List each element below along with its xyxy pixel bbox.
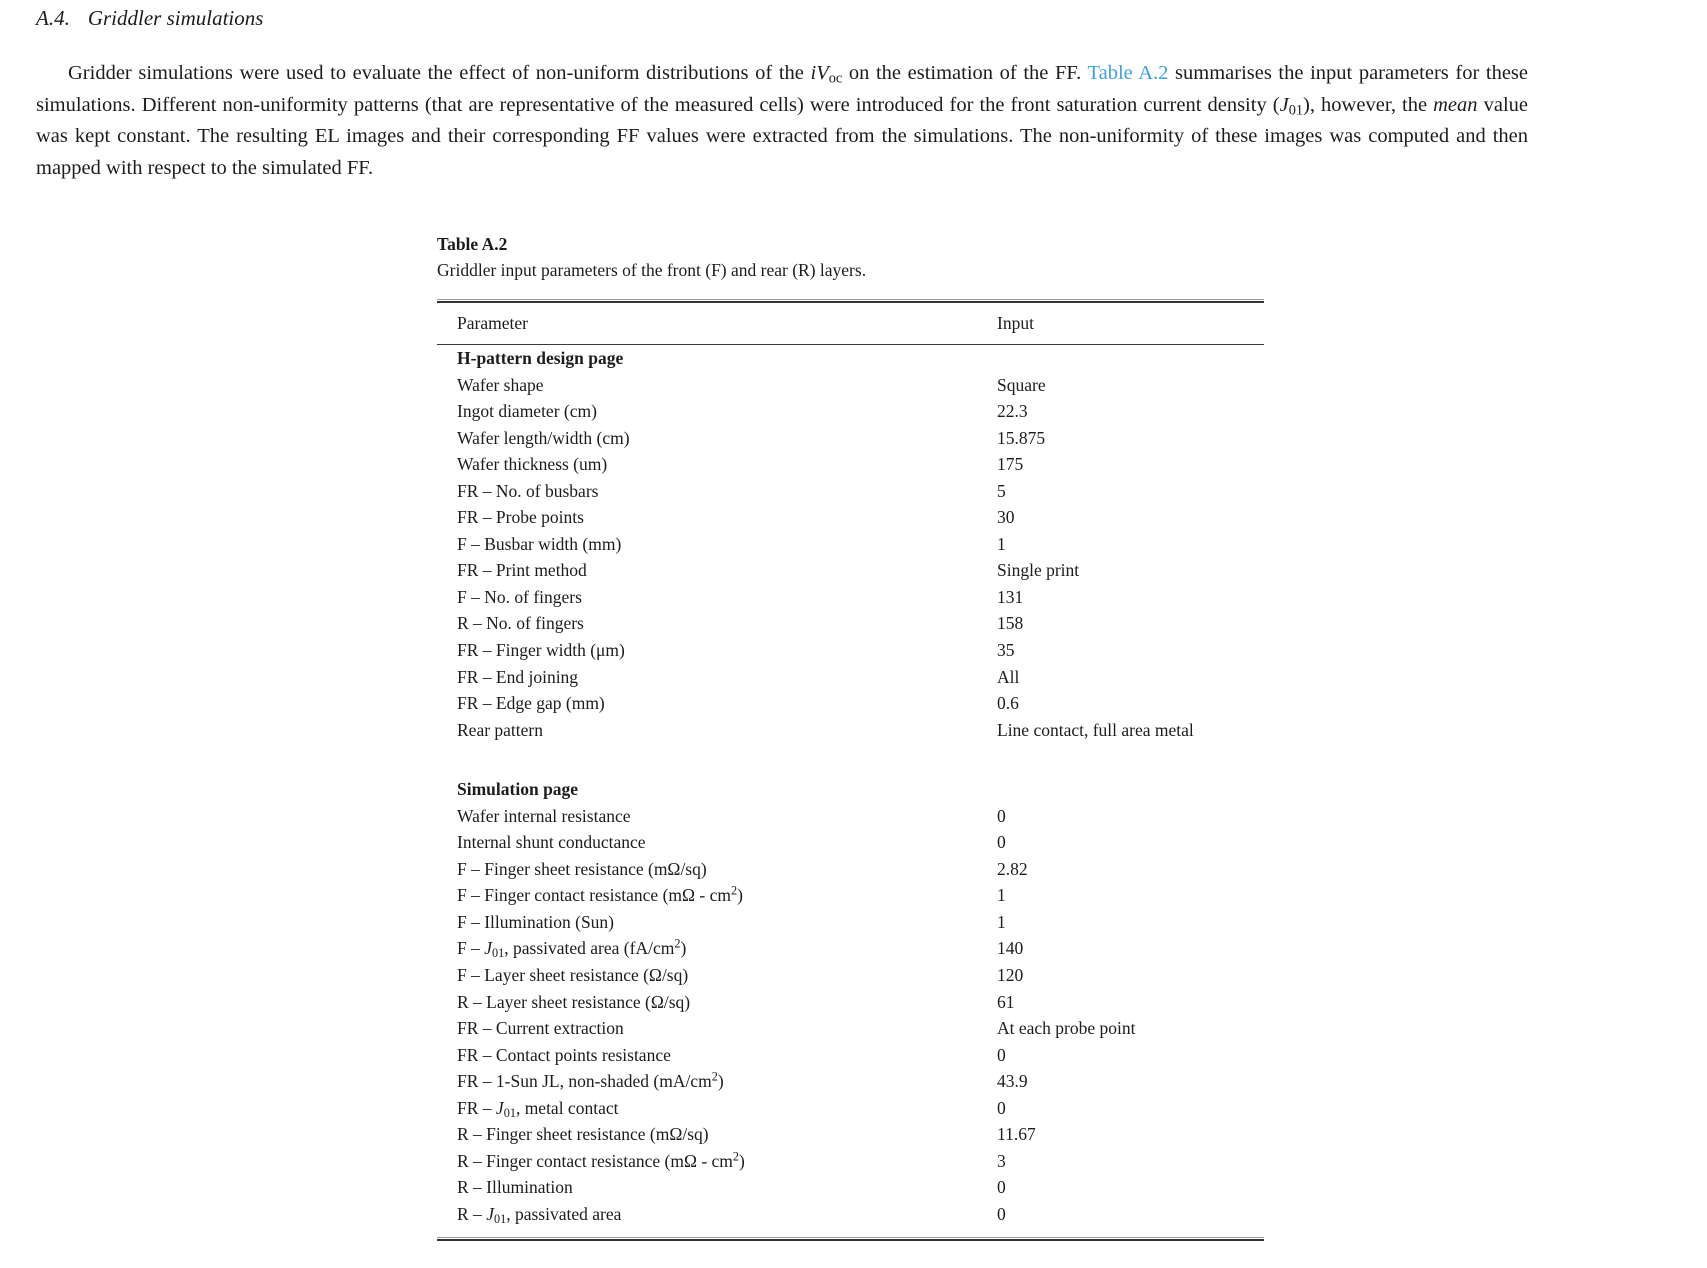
input-cell: 1 [997, 533, 1006, 554]
input-cell: 15.875 [997, 427, 1046, 448]
section-heading [36, 6, 263, 31]
input-cell: 11.67 [997, 1124, 1036, 1145]
parameter-cell: F – No. of fingers [457, 586, 582, 607]
input-cell: 0 [997, 1044, 1006, 1065]
input-cell: 0.6 [997, 693, 1019, 714]
table-section-row [437, 776, 1264, 803]
parameter-cell: FR – Current extraction [457, 1018, 624, 1039]
table-row [437, 690, 1264, 717]
parameter-cell: FR – End joining [457, 666, 579, 687]
parameter-cell: R – Finger contact resistance $(m\Omega - cm^2)$ [457, 1149, 745, 1171]
parameter-cell: Rear pattern [457, 719, 543, 740]
input-cell: Single print [997, 560, 1080, 581]
parameter-cell: Wafer thickness (um) [457, 454, 608, 475]
table-body [437, 345, 1264, 1228]
table-row [437, 610, 1264, 637]
table-bottom-rule [437, 1237, 1264, 1241]
parameter-cell: FR – Contact points resistance [457, 1044, 671, 1065]
input-cell: 131 [997, 586, 1024, 607]
table-row [437, 1201, 1264, 1228]
table-row [437, 531, 1264, 558]
table-row [437, 803, 1264, 830]
table-row [437, 1121, 1264, 1148]
input-cell: 0 [997, 1203, 1006, 1224]
body-paragraph: Gridder simulations were used to evaluate the effect of non-uniform distributions of the $iV_{oc}$ on the estimation of the FF. Table A.2 summarises the input parameters for these simulations. Different non-uniformity patterns (that are representative of the measured cells) were introduced for the front saturation current density $(J_{01})$, however, the mean value was kept constant. The resulting EL images and their corresponding FF values were extracted from the simulations. The non-uniformity of these images was computed and then mapped with respect to the simulated FF. [36, 62, 1528, 180]
parameter-cell: F – $J_{01}$, passivated area $(fA/cm^2)$ [457, 936, 687, 961]
input-cell: At each probe point [997, 1018, 1136, 1039]
input-cell [997, 345, 1264, 372]
parameter-cell: Ingot diameter (cm) [457, 401, 597, 422]
table-row [437, 504, 1264, 531]
table-header-row [437, 303, 1264, 344]
parameter-cell: Wafer internal resistance [457, 805, 631, 826]
input-cell: 175 [997, 454, 1024, 475]
table-row [437, 962, 1264, 989]
table-row [437, 664, 1264, 691]
input-cell: 2.82 [997, 858, 1028, 879]
input-cell: 0 [997, 805, 1006, 826]
table-row [437, 1095, 1264, 1122]
table-row [437, 1015, 1264, 1042]
input-cell: 158 [997, 613, 1024, 634]
table-row [437, 1174, 1264, 1201]
section-header-cell: H-pattern design page [457, 348, 624, 368]
table-a2-link[interactable]: Table A.2 [1087, 62, 1169, 84]
input-cell: 0 [997, 1097, 1006, 1118]
table-row [437, 557, 1264, 584]
parameter-cell: F – Illumination (Sun) [457, 911, 615, 932]
section-number: A.4. [36, 6, 70, 30]
input-cell: 22.3 [997, 401, 1028, 422]
table-section-row [437, 345, 1264, 372]
input-cell: 43.9 [997, 1071, 1028, 1092]
input-cell: 35 [997, 640, 1015, 661]
table-group-spacer [437, 743, 1264, 776]
input-cell: 140 [997, 938, 1024, 959]
input-cell: 0 [997, 832, 1006, 853]
parameter-cell: F – Finger contact resistance $(m\Omega - cm^2)$ [457, 883, 743, 906]
parameter-cell: FR – $J_{01}$, metal contact [457, 1097, 619, 1120]
table-row [437, 425, 1264, 452]
parameter-cell: R – No. of fingers [457, 613, 584, 634]
table-row [437, 1068, 1264, 1095]
input-cell: 30 [997, 507, 1015, 528]
table-a2 [437, 231, 1264, 1241]
table-row [437, 935, 1264, 962]
parameter-cell: R – Finger sheet resistance (mΩ/sq) [457, 1124, 709, 1145]
parameter-cell: R – Illumination [457, 1177, 573, 1198]
table-caption: Griddler input parameters of the front (F) and rear (R) layers. [437, 260, 867, 280]
table-row [437, 989, 1264, 1016]
input-cell: 120 [997, 965, 1024, 986]
parameter-cell: FR – 1-Sun JL, non-shaded $(mA/cm^2)$ [457, 1069, 724, 1092]
table-row [437, 1042, 1264, 1069]
column-header-input: Input [997, 313, 1034, 333]
table-row [437, 882, 1264, 909]
table-row [437, 717, 1264, 744]
parameter-cell: F – Layer sheet resistance (Ω/sq) [457, 965, 689, 986]
parameter-cell: FR – Probe points [457, 507, 584, 528]
input-cell: 3 [997, 1150, 1006, 1171]
table-row [437, 829, 1264, 856]
input-cell: 0 [997, 1177, 1006, 1198]
parameter-cell: FR – Print method [457, 560, 587, 581]
table-row [437, 478, 1264, 505]
section-title: Griddler simulations [87, 6, 264, 30]
parameter-cell: F – Busbar width (mm) [457, 533, 622, 554]
input-cell: All [997, 666, 1020, 687]
input-cell: Square [997, 374, 1046, 395]
table-row [437, 451, 1264, 478]
parameter-cell: R – Layer sheet resistance (Ω/sq) [457, 991, 691, 1012]
table-row [437, 584, 1264, 611]
table-row [437, 372, 1264, 399]
table-title: Table A.2 [437, 234, 508, 254]
table-row [437, 398, 1264, 425]
parameter-cell: Wafer length/width (cm) [457, 427, 630, 448]
input-cell: 61 [997, 991, 1015, 1012]
parameter-cell: FR – Finger width (μm) [457, 640, 625, 661]
input-cell: 1 [997, 885, 1006, 906]
table-row [437, 856, 1264, 883]
parameter-cell: FR – No. of busbars [457, 480, 599, 501]
column-header-parameter: Parameter [457, 313, 528, 333]
input-cell: 5 [997, 480, 1006, 501]
table-row [437, 1148, 1264, 1175]
parameter-cell: FR – Edge gap (mm) [457, 693, 605, 714]
table-row [437, 637, 1264, 664]
parameter-cell: R – $J_{01}$, passivated area [457, 1203, 622, 1227]
parameter-cell: Internal shunt conductance [457, 832, 646, 853]
input-cell [997, 776, 1264, 803]
parameter-cell: Wafer shape [457, 374, 544, 395]
section-header-cell: Simulation page [457, 779, 579, 800]
table-row [437, 909, 1264, 936]
parameter-cell: F – Finger sheet resistance (mΩ/sq) [457, 858, 707, 879]
input-cell: 1 [997, 911, 1006, 932]
input-cell: Line contact, full area metal [997, 719, 1194, 740]
